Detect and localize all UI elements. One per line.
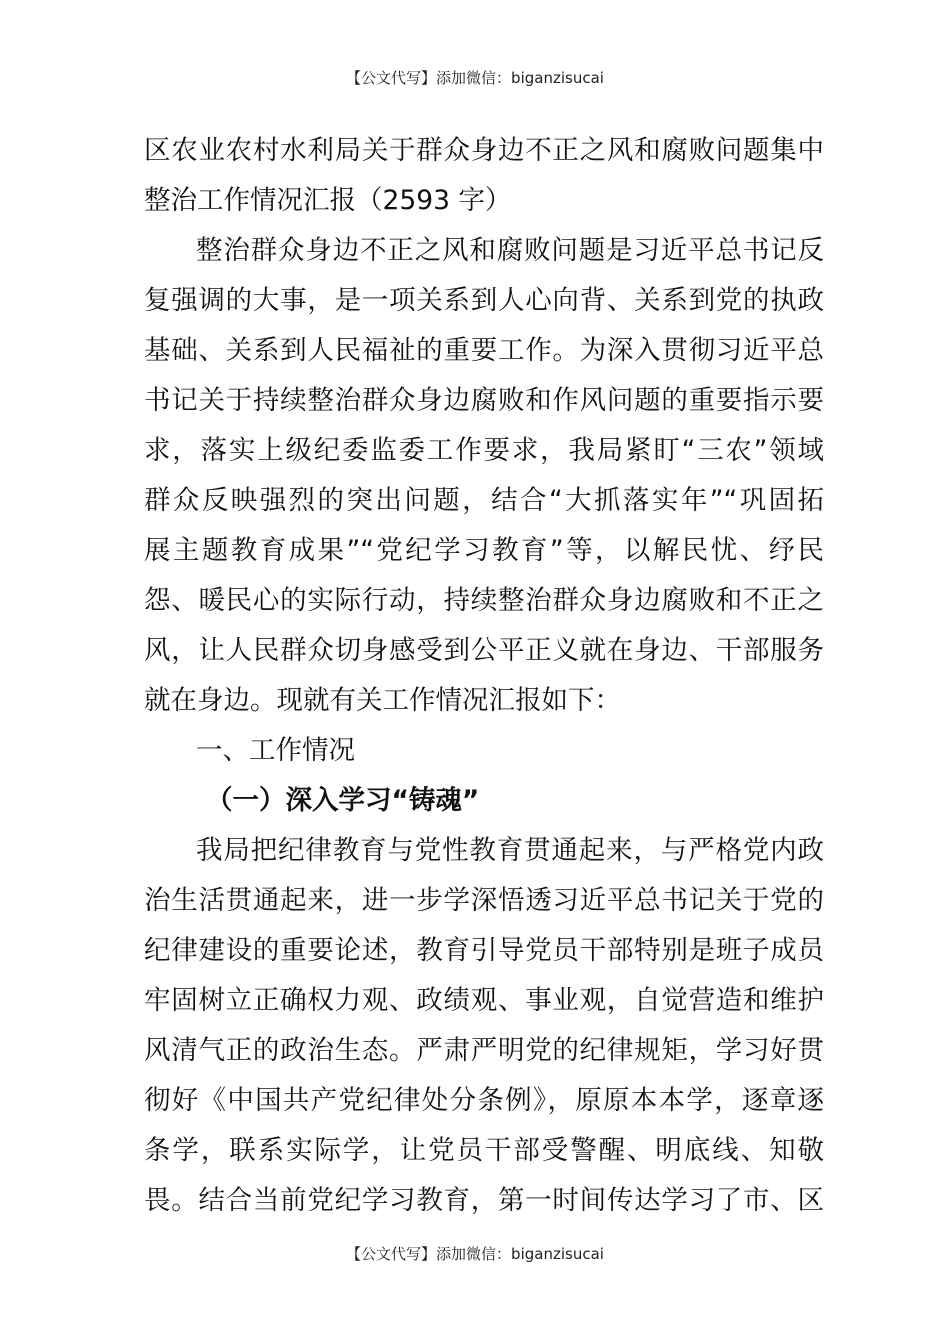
- document-body: [144, 126, 824, 1226]
- subsection-heading-1: （一）深入学习“铸魂”: [206, 785, 480, 816]
- para1-line-8: 畏。结合当前党纪学习教育，第一时间传达学习了市、区: [144, 1185, 824, 1216]
- intro-line-5: 求，落实上级纪委监委工作要求，我局紧盯“三农”领域: [144, 435, 824, 466]
- intro-line-7: 展主题教育成果”“党纪学习教育”等，以解民忧、纾民: [144, 535, 824, 566]
- para1-line-2: 治生活贯通起来，进一步学深悟透习近平总书记关于党的: [144, 885, 824, 916]
- section-heading-1: 一、工作情况: [196, 735, 355, 766]
- document-title-line-2: 整治工作情况汇报（2593 字）: [144, 185, 512, 216]
- intro-line-4: 书记关于持续整治群众身边腐败和作风问题的重要指示要: [144, 385, 824, 416]
- intro-line-1: 整治群众身边不正之风和腐败问题是习近平总书记反: [196, 235, 824, 266]
- para1-line-1: 我局把纪律教育与党性教育贯通起来，与严格党内政: [196, 835, 824, 866]
- intro-line-9: 风，让人民群众切身感受到公平正义就在身边、干部服务: [144, 635, 824, 666]
- intro-line-8: 怨、暖民心的实际行动，持续整治群众身边腐败和不正之: [144, 585, 824, 616]
- para1-line-7: 条学，联系实际学，让党员干部受警醒、明底线、知敬: [144, 1135, 824, 1166]
- para1-line-3: 纪律建设的重要论述，教育引导党员干部特别是班子成员: [144, 935, 824, 966]
- para1-line-4: 牢固树立正确权力观、政绩观、事业观，自觉营造和维护: [144, 985, 824, 1016]
- page-footer: 【公文代写】添加微信：biganzisucai: [346, 1245, 604, 1263]
- intro-line-2: 复强调的大事，是一项关系到人心向背、关系到党的执政: [144, 285, 824, 316]
- para1-line-5: 风清气正的政治生态。严肃严明党的纪律规矩，学习好贯: [144, 1035, 824, 1066]
- intro-line-6: 群众反映强烈的突出问题，结合“大抓落实年”“巩固拓: [144, 485, 824, 516]
- document-title-line-1: 区农业农村水利局关于群众身边不正之风和腐败问题集中: [144, 135, 824, 166]
- para1-line-6: 彻好《中国共产党纪律处分条例》，原原本本学，逐章逐: [144, 1085, 824, 1116]
- intro-line-10: 就在身边。现就有关工作情况汇报如下：: [144, 685, 621, 716]
- page-header: 【公文代写】添加微信：biganzisucai: [346, 69, 604, 87]
- intro-line-3: 基础、关系到人民福祉的重要工作。为深入贯彻习近平总: [144, 335, 824, 366]
